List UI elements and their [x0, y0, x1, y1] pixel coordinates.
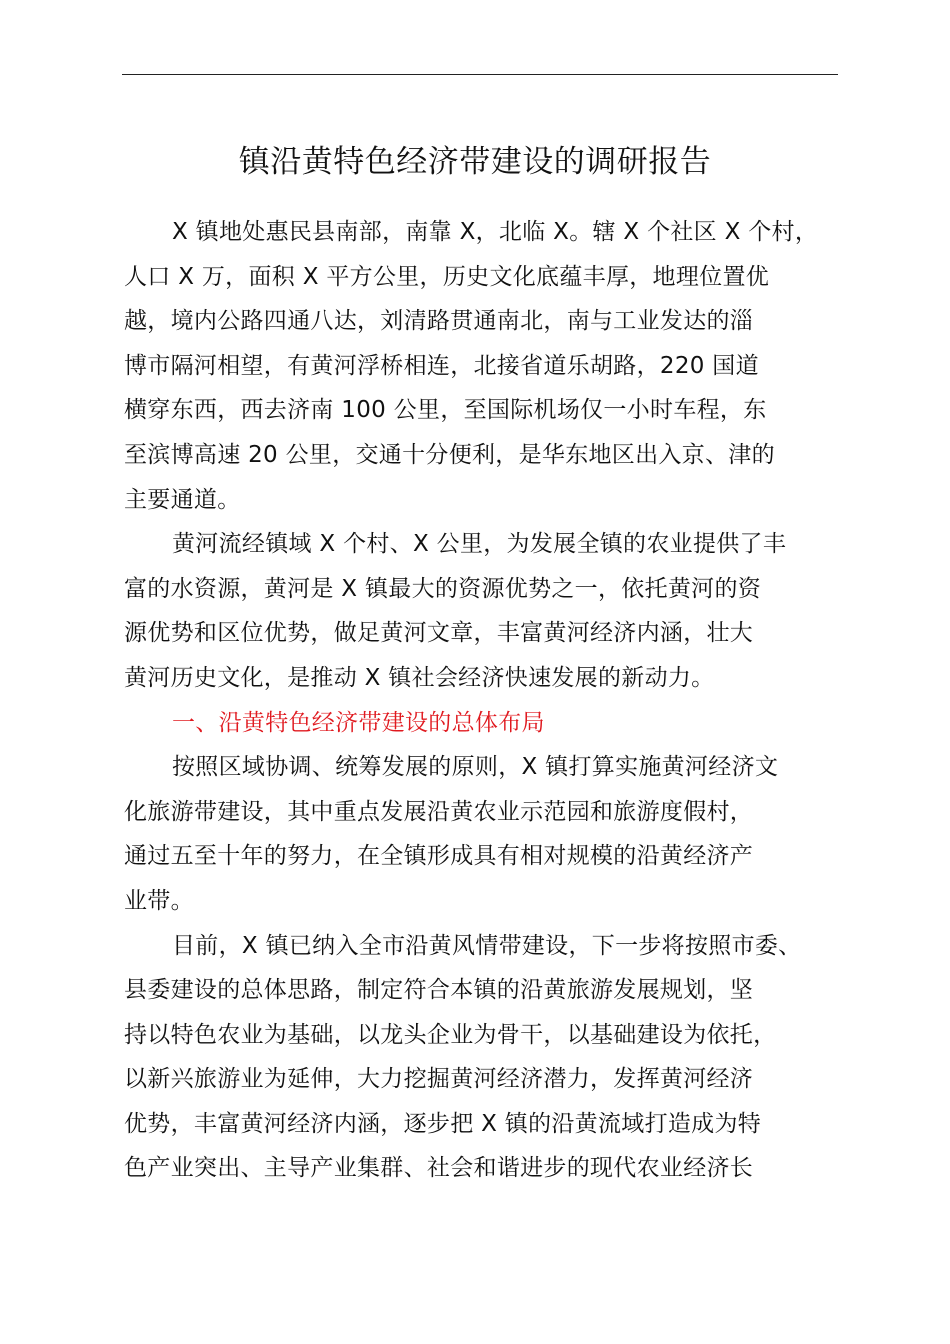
header-rule: [122, 74, 838, 75]
text-line: X 镇地处惠民县南部，南靠 X，北临 X。辖 X 个社区 X 个村，: [172, 219, 819, 245]
text-line: 持以特色农业为基础，以龙头企业为骨干，以基础建设为依托，: [124, 1021, 777, 1048]
text-line: 主要通道。: [124, 486, 241, 513]
text-line: 化旅游带建设，其中重点发展沿黄农业示范园和旅游度假村，: [124, 798, 754, 825]
text-line: 业带。: [124, 887, 194, 914]
text-line: 通过五至十年的努力，在全镇形成具有相对规模的沿黄经济产: [124, 843, 754, 870]
paragraph: [124, 522, 864, 700]
text-line: 色产业突出、主导产业集群、社会和谐进步的现代农业经济长: [124, 1155, 754, 1182]
text-line: 源优势和区位优势，做足黄河文章，丰富黄河经济内涵，壮大: [124, 620, 754, 647]
paragraph: [124, 210, 864, 522]
text-line: 横穿东西，西去济南 100 公里，至国际机场仅一小时车程，东: [124, 397, 767, 424]
text-line: 县委建设的总体思路，制定符合本镇的沿黄旅游发展规划，坚: [124, 977, 754, 1004]
text-line: 富的水资源，黄河是 X 镇最大的资源优势之一，依托黄河的资: [124, 575, 762, 602]
section-heading: [124, 701, 864, 746]
text-line: 目前，X 镇已纳入全市沿黄风情带建设，下一步将按照市委、: [172, 932, 802, 959]
paragraph: [124, 745, 864, 923]
section-heading-text: 一、沿黄特色经济带建设的总体布局: [172, 709, 545, 736]
page-title: 镇沿黄特色经济带建设的调研报告: [238, 144, 712, 180]
paragraph: [124, 924, 864, 1192]
text-line: 优势，丰富黄河经济内涵，逐步把 X 镇的沿黄流域打造成为特: [124, 1110, 762, 1137]
text-line: 按照区域协调、统筹发展的原则，X 镇打算实施黄河经济文: [172, 754, 779, 781]
text-line: 以新兴旅游业为延伸，大力挖掘黄河经济潜力，发挥黄河经济: [124, 1066, 754, 1093]
document-body: [124, 210, 864, 1191]
text-line: 黄河流经镇域 X 个村、X 公里，为发展全镇的农业提供了丰: [172, 531, 787, 558]
text-line: 越，境内公路四通八达，刘清路贯通南北，南与工业发达的淄: [124, 308, 754, 335]
text-line: 人口 X 万，面积 X 平方公里，历史文化底蕴丰厚，地理位置优: [124, 263, 770, 290]
text-line: 博市隔河相望，有黄河浮桥相连，北接省道乐胡路，220 国道: [124, 352, 759, 379]
text-line: 至滨博高速 20 公里，交通十分便利，是华东地区出入京、津的: [124, 441, 775, 468]
text-line: 黄河历史文化，是推动 X 镇社会经济快速发展的新动力。: [124, 664, 715, 691]
